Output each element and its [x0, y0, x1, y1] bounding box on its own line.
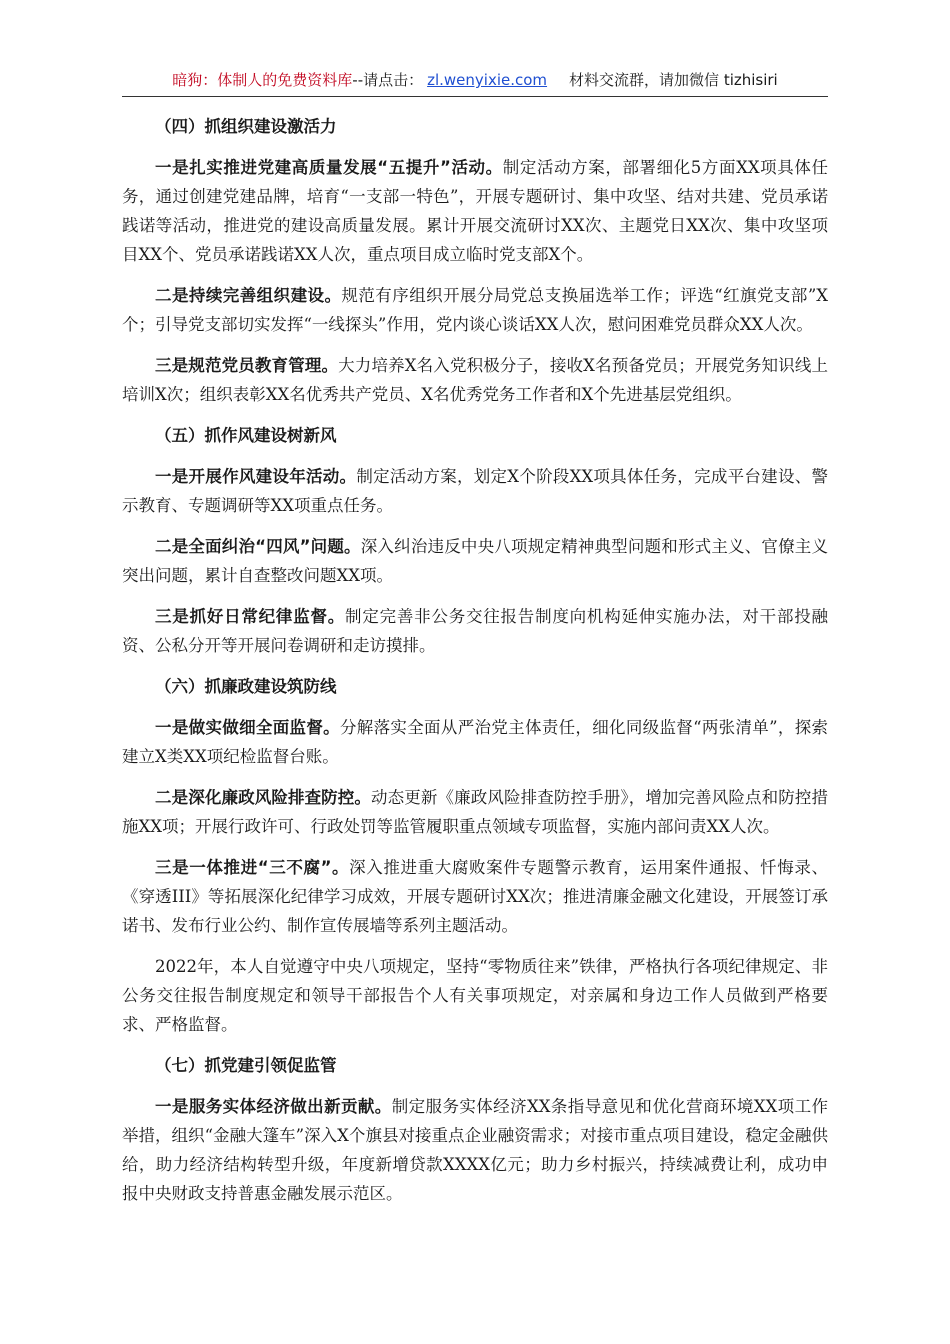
paragraph-body: 分解落实全面从严治党主体责任，细化同级监督“两张清单”，探索建立X类XX项纪检监督台账。: [122, 718, 829, 766]
paragraph: [122, 713, 828, 771]
paragraph: [122, 783, 828, 841]
paragraph: [122, 153, 828, 269]
section-title-7: （七）抓党建引领促监管: [155, 1056, 337, 1075]
paragraph-lead: 三是规范党员教育管理。: [155, 356, 339, 375]
document-body: [122, 112, 828, 1220]
paragraph-body: 制定活动方案，划定X个阶段XX项具体任务，完成平台建设、警示教育、专题调研等XX项重点任务。: [122, 467, 828, 515]
paragraph: [122, 532, 828, 590]
header-click-prompt: --请点击：: [352, 71, 424, 89]
paragraph-statement: 2022年，本人自觉遵守中央八项规定，坚持“零物质往来”铁律，严格执行各项纪律规定、非公务交往报告制度规定和领导干部报告个人有关事项规定，对亲属和身边工作人员做到严格要求、严格监督。: [122, 957, 828, 1034]
paragraph-body: 制定完善非公务交往报告制度向机构延伸实施办法，对干部投融资、公私分开等开展问卷调研和走访摸排。: [122, 607, 829, 655]
paragraph-lead: 二是全面纠治“四风”问题。: [155, 537, 361, 556]
paragraph-lead: 一是扎实推进党建高质量发展“五提升”活动。: [155, 158, 503, 177]
paragraph-lead: 三是抓好日常纪律监督。: [155, 607, 346, 626]
page-header: [122, 66, 828, 97]
paragraph-body: 制定服务实体经济XX条指导意见和优化营商环境XX项工作举措，组织“金融大篷车”深入X个旗县对接重点企业融资需求；对接市重点项目建设，稳定金融供给，助力经济结构转型升级，年度新增贷款XXXX亿元；助力乡村振兴，持续减费让利，成功申报中央财政支持普惠金融发展示范区。: [122, 1097, 828, 1203]
paragraph-lead: 一是做实做细全面监督。: [155, 718, 340, 737]
header-brand: 暗狗：体制人的免费资料库: [172, 71, 353, 89]
paragraph: [122, 853, 828, 940]
paragraph-body: 制定活动方案，部署细化5方面XX项具体任务，通过创建党建品牌，培育“一支部一特色”，开展专题研讨、集中攻坚、结对共建、党员承诺践诺等活动，推进党的建设高质量发展。累计开展交流研讨XX次、主题党日XX次、集中攻坚项目XX个、党员承诺践诺XX人次，重点项目成立临时党支部X个。: [122, 158, 828, 264]
paragraph-body: 动态更新《廉政风险排查防控手册》，增加完善风险点和防控措施XX项；开展行政许可、行政处罚等监管履职重点领域专项监督，实施内部问责XX人次。: [122, 788, 829, 836]
paragraph: [122, 602, 828, 660]
paragraph-body: 深入推进重大腐败案件专题警示教育，运用案件通报、忏悔录、《穿透III》等拓展深化纪律学习成效，开展专题研讨XX次；推进清廉金融文化建设，开展签订承诺书、发布行业公约、制作宣传展墙等系列主题活动。: [122, 858, 828, 935]
section-title-4: （四）抓组织建设激活力: [155, 117, 337, 136]
paragraph-lead: 一是开展作风建设年活动。: [155, 467, 357, 486]
paragraph-body: 大力培养X名入党积极分子，接收X名预备党员；开展党务知识线上培训X次；组织表彰XX名优秀共产党员、X名优秀党务工作者和X个先进基层党组织。: [122, 356, 828, 404]
paragraph-lead: 二是深化廉政风险排查防控。: [155, 788, 372, 807]
paragraph-lead: 二是持续完善组织建设。: [155, 286, 342, 305]
paragraph: [122, 281, 828, 339]
header-group-text: 材料交流群，请加微信 tizhisiri: [569, 71, 778, 89]
paragraph: [122, 1092, 828, 1208]
paragraph-body: 深入纠治违反中央八项规定精神典型问题和形式主义、官僚主义突出问题，累计自查整改问题XX项。: [122, 537, 828, 585]
section-title-5: （五）抓作风建设树新风: [155, 426, 337, 445]
paragraph: [122, 351, 828, 409]
header-link[interactable]: zl.wenyixie.com: [427, 71, 548, 89]
paragraph: [122, 462, 828, 520]
section-title-6: （六）抓廉政建设筑防线: [155, 677, 337, 696]
paragraph-lead: 三是一体推进“三不腐”。: [155, 858, 350, 877]
paragraph-lead: 一是服务实体经济做出新贡献。: [155, 1097, 392, 1116]
paragraph-body: 规范有序组织开展分局党总支换届选举工作；评选“红旗党支部”X个；引导党支部切实发挥“一线探头”作用，党内谈心谈话XX人次，慰问困难党员群众XX人次。: [122, 286, 828, 334]
